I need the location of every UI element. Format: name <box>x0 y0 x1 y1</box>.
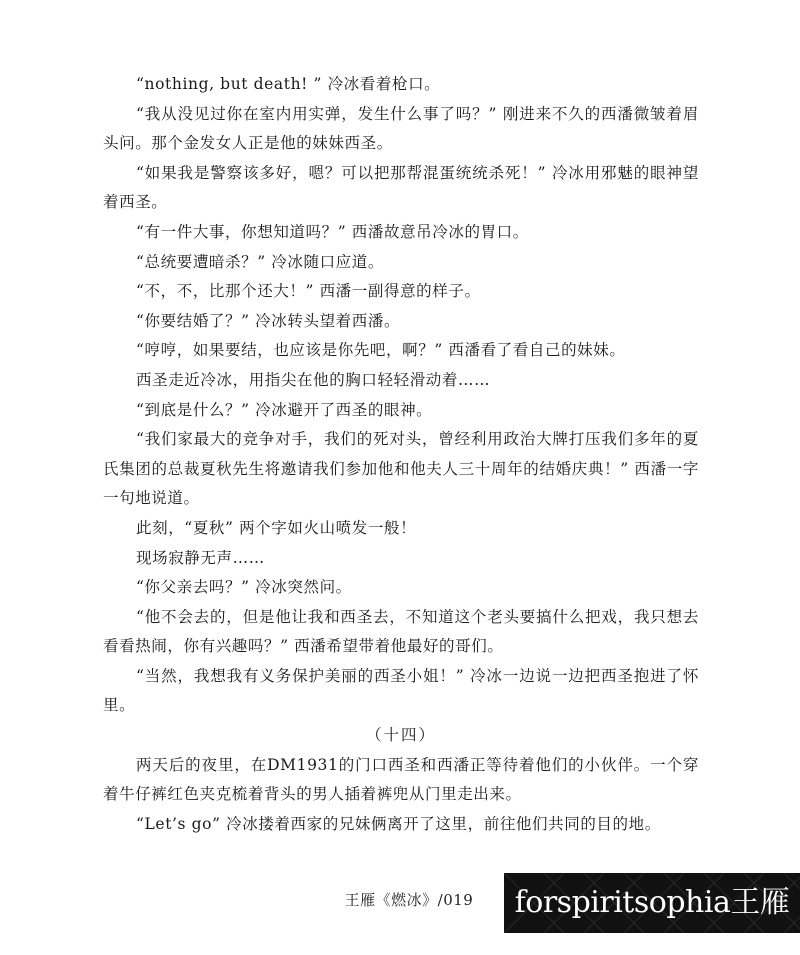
section-title: （十四） <box>365 726 436 745</box>
paragraph: 两天后的夜里，在DM1931的门口西圣和西潘正等待着他们的小伙伴。一个穿着牛仔裤红色夹克梳着背头的男人插着裤兜从门里走出来。 <box>103 755 699 804</box>
body-text <box>103 70 699 839</box>
paragraph: “我们家最大的竞争对手，我们的死对头，曾经利用政治大牌打压我们多年的夏氏集团的总裁夏秋先生将邀请我们参加他和他夫人三十周年的结婚庆典！” 西潘一字一句地说道。 <box>103 430 699 508</box>
paragraph: “总统要遭暗杀？” 冷冰随口应道。 <box>136 252 384 271</box>
watermark-text: forspiritsophia王雁 <box>514 885 790 920</box>
paragraph: “当然，我想我有义务保护美丽的西圣小姐！” 冷冰一边说一边把西圣抱进了怀里。 <box>103 666 699 715</box>
paragraph: “如果我是警察该多好，嗯？可以把那帮混蛋统统杀死！” 冷冰用邪魅的眼神望着西圣。 <box>103 163 699 212</box>
paragraph: 西圣走近冷冰，用指尖在他的胸口轻轻滑动着…… <box>136 370 491 389</box>
paragraph: 现场寂静无声…… <box>136 548 265 567</box>
paragraph: “你父亲去吗？” 冷冰突然问。 <box>136 578 352 597</box>
paragraph: “有一件大事，你想知道吗？” 西潘故意吊冷冰的胃口。 <box>136 222 529 241</box>
paragraph: “不，不，比那个还大！” 西潘一副得意的样子。 <box>136 282 481 301</box>
paragraph: 此刻，“夏秋” 两个字如火山喷发一般！ <box>136 518 417 537</box>
paragraph: “他不会去的，但是他让我和西圣去，不知道这个老头要搞什么把戏，我只想去看看热闹，你有兴趣吗？” 西潘希望带着他最好的哥们。 <box>103 607 699 656</box>
paragraph: “nothing, but death! ” 冷冰看着枪口。 <box>136 75 441 93</box>
paragraph: “你要结婚了？” 冷冰转头望着西潘。 <box>136 311 401 330</box>
paragraph: “我从没见过你在室内用实弹，发生什么事了吗？” 刚进来不久的西潘微皱着眉头问。那个金发女人正是他的妹妹西圣。 <box>103 104 699 153</box>
paragraph: “到底是什么？” 冷冰避开了西圣的眼神。 <box>136 400 433 419</box>
paragraph: “Let’s go” 冷冰搂着西家的兄妹俩离开了这里，前往他们共同的目的地。 <box>136 814 661 833</box>
watermark-banner <box>504 873 800 933</box>
page-footer: 王雁《燃冰》/019 <box>344 891 474 909</box>
paragraph: “哼哼，如果要结，也应该是你先吧，啊？” 西潘看了看自己的妹妹。 <box>136 341 626 360</box>
